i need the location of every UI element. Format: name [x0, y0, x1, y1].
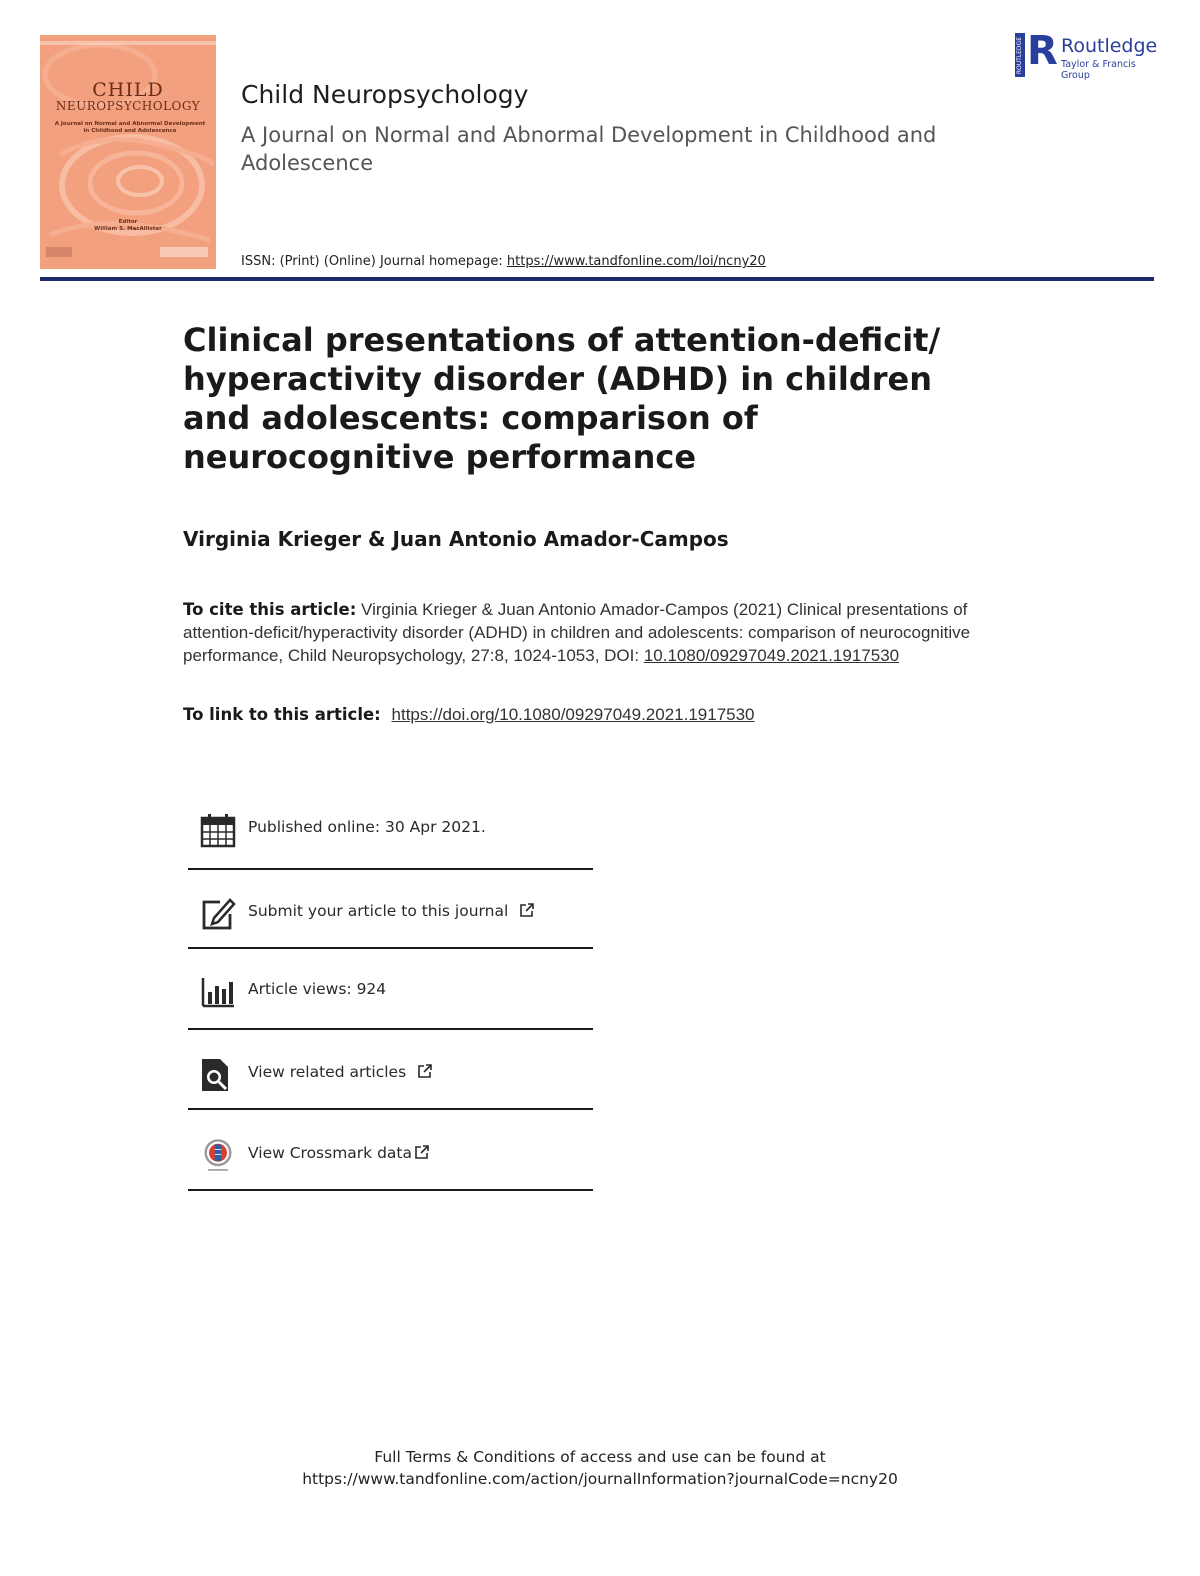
terms-footer-url[interactable]: https://www.tandfonline.com/action/journalInformation?journalCode=ncny20 — [302, 1470, 898, 1488]
row-divider — [188, 868, 593, 870]
article-doi-url[interactable]: https://doi.org/10.1080/09297049.2021.1917530 — [391, 705, 755, 724]
cover-editor-label: Editor — [118, 219, 138, 225]
related-articles-link[interactable] — [248, 1063, 433, 1081]
article-link-line — [183, 705, 755, 725]
issn-text: ISSN: (Print) (Online) Journal homepage: — [241, 254, 507, 269]
cite-text: Virginia Krieger & Juan Antonio Amador-Campos (2021) Clinical presentations of attention-deficit/hyperactivity disorder (ADHD) in children and adolescents: comparison of neurocognitive performance, Child Neuropsychology, 27:8, 1024-1053, DOI: — [183, 600, 971, 665]
journal-title: Child Neuropsychology — [241, 80, 529, 109]
cover-top-band — [40, 41, 216, 45]
cover-brain-artwork — [40, 35, 216, 269]
related-articles-row[interactable] — [188, 1043, 593, 1123]
cover-publisher-mark — [160, 247, 208, 257]
doi-link[interactable]: 10.1080/09297049.2021.1917530 — [643, 646, 900, 665]
journal-subtitle: A Journal on Normal and Abnormal Development in Childhood and Adolescence — [241, 123, 937, 175]
header-divider — [40, 277, 1154, 281]
routledge-brand: Routledge — [1061, 35, 1158, 57]
row-divider — [188, 1189, 593, 1191]
journal-homepage-link[interactable]: https://www.tandfonline.com/loi/ncny20 — [506, 254, 766, 269]
crossmark-icon — [200, 1138, 236, 1174]
row-divider — [188, 947, 593, 949]
external-link-icon — [414, 1144, 430, 1160]
routledge-group: Taylor & Francis Group — [1061, 59, 1136, 81]
published-row — [188, 798, 593, 878]
bar-chart-icon — [200, 974, 236, 1010]
calendar-icon — [200, 812, 236, 848]
crossmark-text[interactable]: View Crossmark data — [248, 1144, 412, 1162]
cover-editor — [40, 219, 216, 233]
related-articles-text[interactable]: View related articles — [248, 1063, 407, 1081]
cover-barcode — [46, 247, 72, 257]
issn-line — [241, 254, 766, 269]
link-label: To link to this article: — [183, 705, 381, 724]
crossmark-row[interactable] — [188, 1124, 593, 1204]
cover-subtitle: A Journal on Normal and Abnormal Development in Childhood and Adolescence — [54, 121, 206, 134]
terms-footer-line1: Full Terms & Conditions of access and use can be found at — [374, 1448, 826, 1466]
edit-icon — [200, 896, 236, 932]
submit-article-text[interactable]: Submit your article to this journal — [248, 902, 509, 920]
external-link-icon — [417, 1063, 433, 1079]
cover-editor-name: William S. MacAllister — [94, 226, 162, 232]
journal-cover-image[interactable] — [40, 35, 216, 269]
routledge-tab — [1015, 33, 1025, 77]
submit-article-row[interactable] — [188, 882, 593, 962]
search-document-icon — [200, 1057, 236, 1093]
article-authors: Virginia Krieger & Juan Antonio Amador-Campos — [183, 527, 729, 551]
article-title: Clinical presentations of attention-deficit/ hyperactivity disorder (ADHD) in children and adolescents: comparison of neurocognitive performance — [183, 321, 941, 476]
crossmark-link[interactable] — [248, 1144, 430, 1162]
routledge-r-icon: R — [1027, 28, 1058, 74]
submit-article-link[interactable] — [248, 902, 535, 920]
citation-block — [183, 598, 973, 667]
article-views-text: Article views: 924 — [248, 980, 387, 998]
row-divider — [188, 1028, 593, 1030]
external-link-icon — [519, 902, 535, 918]
published-text: Published online: 30 Apr 2021. — [248, 818, 486, 836]
routledge-logo — [1015, 28, 1160, 81]
terms-footer — [0, 1446, 1200, 1490]
cite-label: To cite this article: — [183, 600, 357, 619]
routledge-tab-text: ROUTLEDGE — [1016, 37, 1023, 75]
cover-title-line1: CHILD — [92, 79, 164, 101]
cover-title-line2: NEUROPSYCHOLOGY — [55, 99, 201, 113]
row-divider — [188, 1108, 593, 1110]
